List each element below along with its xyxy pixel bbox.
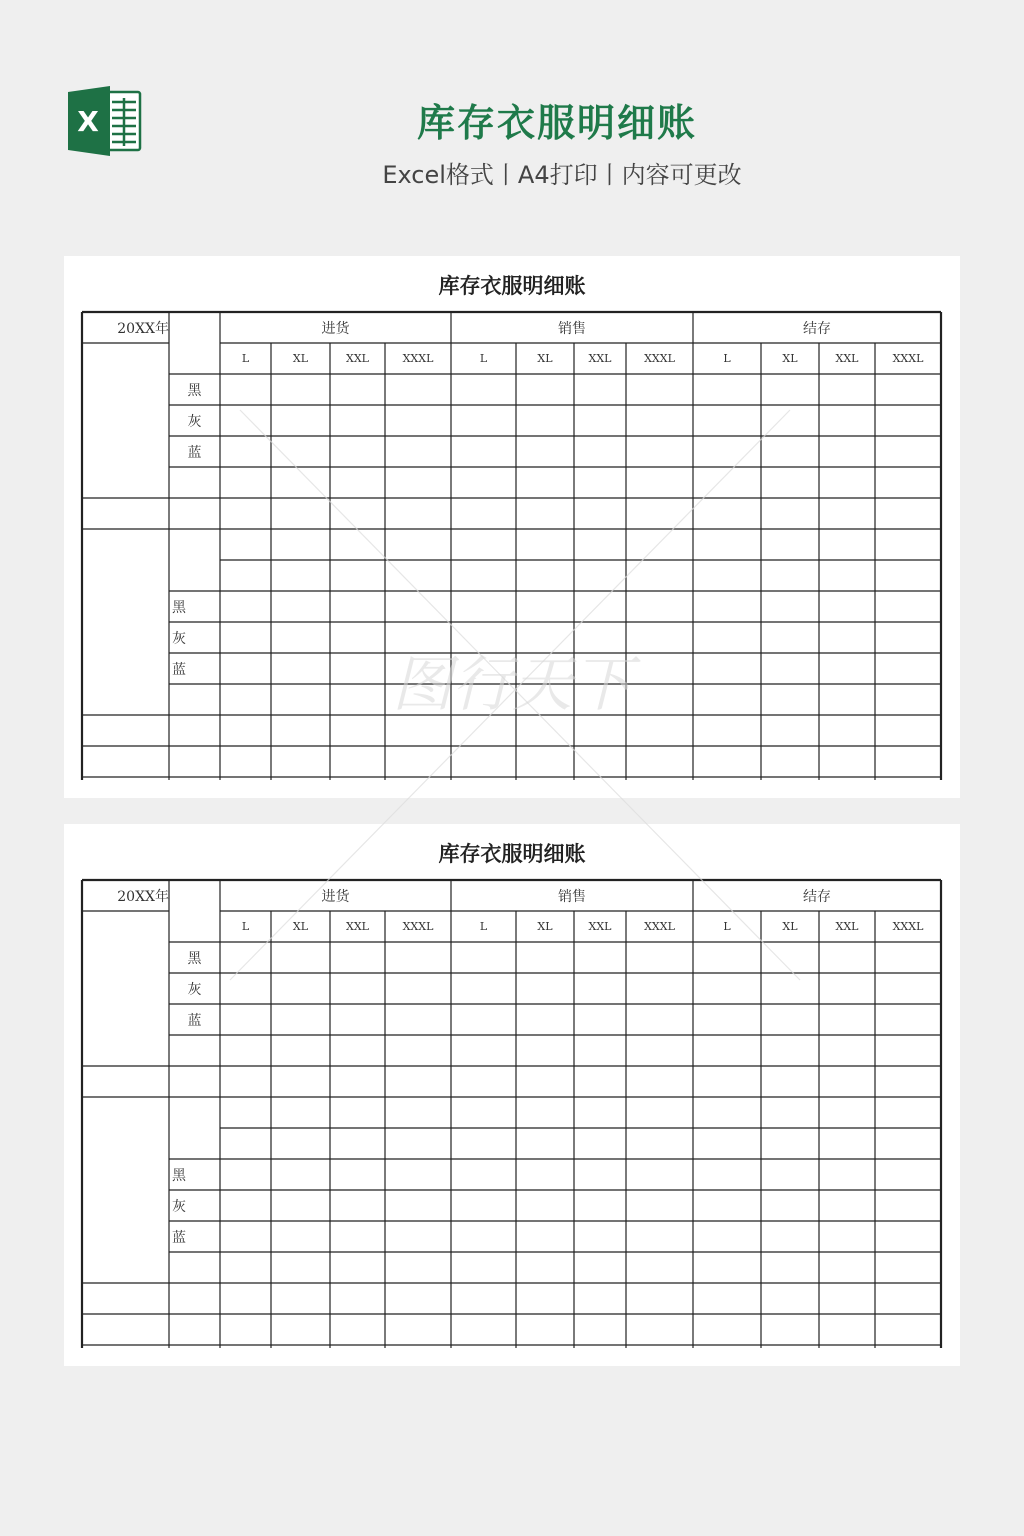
size-header: XXL [588, 920, 612, 933]
size-header: L [479, 352, 488, 365]
group-header-stock: 结存 [803, 888, 831, 905]
year-label: 20XX年 [117, 320, 169, 337]
color-label: 灰 [187, 413, 202, 430]
size-header: XL [292, 352, 309, 365]
ledger-sheet-1 [64, 256, 960, 798]
color-label: 黑 [187, 382, 202, 399]
color-label: 蓝 [172, 661, 186, 678]
group-header-stock: 结存 [803, 320, 831, 337]
size-header: XXL [346, 920, 369, 933]
page-subtitle: Excel格式丨A4打印丨内容可更改 [382, 161, 742, 189]
sheet-title: 库存衣服明细账 [438, 273, 586, 298]
size-header: XXXL [892, 920, 924, 933]
page-header [0, 0, 1024, 230]
size-header: XL [782, 352, 798, 365]
color-label: 黑 [187, 950, 202, 967]
ledger-sheet-2 [64, 824, 960, 1366]
group-header-sales: 销售 [558, 888, 586, 905]
color-label: 灰 [187, 981, 202, 998]
size-header: L [479, 920, 488, 933]
group-header-purchase: 进货 [321, 320, 350, 337]
size-header: XXXL [402, 352, 434, 365]
excel-icon-letter: X [77, 105, 99, 138]
size-header: XXXL [402, 920, 434, 933]
color-label: 蓝 [172, 1229, 186, 1246]
group-header-sales: 销售 [558, 320, 586, 337]
color-label: 灰 [172, 1198, 186, 1215]
size-header: XXL [835, 352, 859, 365]
color-label: 黑 [172, 1167, 186, 1184]
size-header: XXL [588, 352, 612, 365]
size-header: XL [537, 920, 553, 933]
sheet-title: 库存衣服明细账 [438, 841, 586, 866]
color-label: 灰 [172, 630, 186, 647]
page-title: 库存衣服明细账 [416, 101, 697, 145]
size-header: XXXL [644, 352, 675, 365]
size-header: L [723, 352, 731, 365]
size-header: XXXL [892, 352, 924, 365]
size-header: XL [782, 920, 798, 933]
group-header-purchase: 进货 [321, 888, 350, 905]
year-label: 20XX年 [117, 888, 169, 905]
size-header: XXL [835, 920, 859, 933]
watermark-text: 图行天下 [392, 650, 632, 720]
color-label: 蓝 [187, 1012, 202, 1029]
size-header: XL [292, 920, 309, 933]
color-label: 黑 [172, 599, 186, 616]
size-header: L [241, 920, 250, 933]
color-label: 蓝 [187, 444, 202, 461]
size-header: XXL [346, 352, 369, 365]
size-header: XL [537, 352, 553, 365]
size-header: L [723, 920, 731, 933]
size-header: L [241, 352, 250, 365]
size-header: XXXL [644, 920, 675, 933]
